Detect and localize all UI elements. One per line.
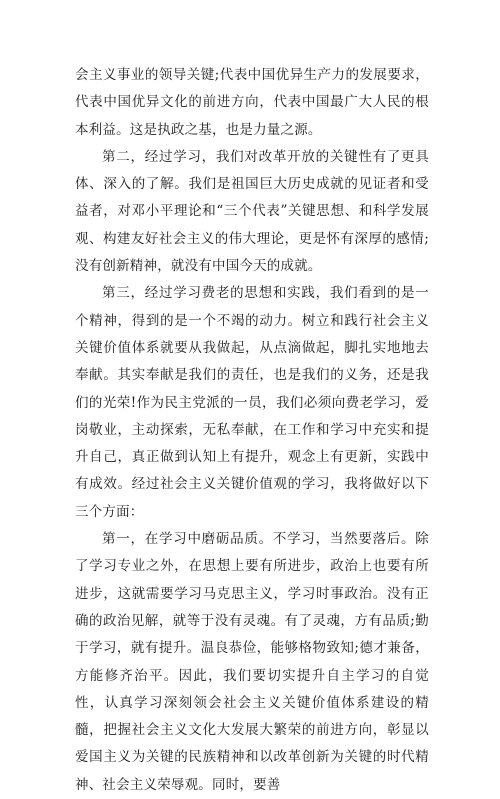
paragraph-first-aspect: 第一，在学习中磨砺品质。不学习，当然要落后。除了学习专业之外，在思想上要有所进步，政治上也要有所进步，这就需要学习马克思主义，学习时事政治。没有正确的政治见解，就等于没有灵魂。有了灵魂，方有品质;勤于学习，就有提升。温良恭俭，能够格物致知;德才兼备，方能修齐治平。因此，我们要切实提升自主学习的自觉性，认真学习深刻领会社会主义关键价值体系建设的精髓，把握社会主义文化大发展大繁荣的前进方向，彰显以爱国主义为关键的民族精神和以改革创新为关键的时代精神、社会主义荣辱观。同时，要善: [75, 531, 429, 793]
paragraph-second-point: 第二，经过学习，我们对改革开放的关键性有了更具体、深入的了解。我们是祖国巨大历史成就的见证者和受益者，对邓小平理论和“三个代表”关键思想、和科学发展观、构建友好社会主义的伟大理论，更是怀有深厚的感情;没有创新精神，就没有中国今天的成就。: [75, 148, 429, 275]
document-body: [75, 62, 429, 799]
paragraph-continuation: 会主义事业的领导关键;代表中国优异生产力的发展要求，代表中国优异文化的前进方向，代表中国最广大人民的根本利益。这是执政之基，也是力量之源。: [75, 67, 429, 138]
paragraph-third-point: 第三，经过学习费老的思想和实践，我们看到的是一个精神，得到的是一个不竭的动力。树立和践行社会主义关键价值体系就要从我做起，从点滴做起，脚扎实地地去奉献。其实奉献是我们的责任，也是我们的义务，还是我们的光荣!作为民主党派的一员，我们必须向费老学习，爱岗敬业，主动探索，无私奉献，在工作和学习中充实和提升自己，真正做到认知上有提升，观念上有更新，实践中有成效。经过社会主义关键价值观的学习，我将做好以下三个方面：: [75, 285, 429, 520]
